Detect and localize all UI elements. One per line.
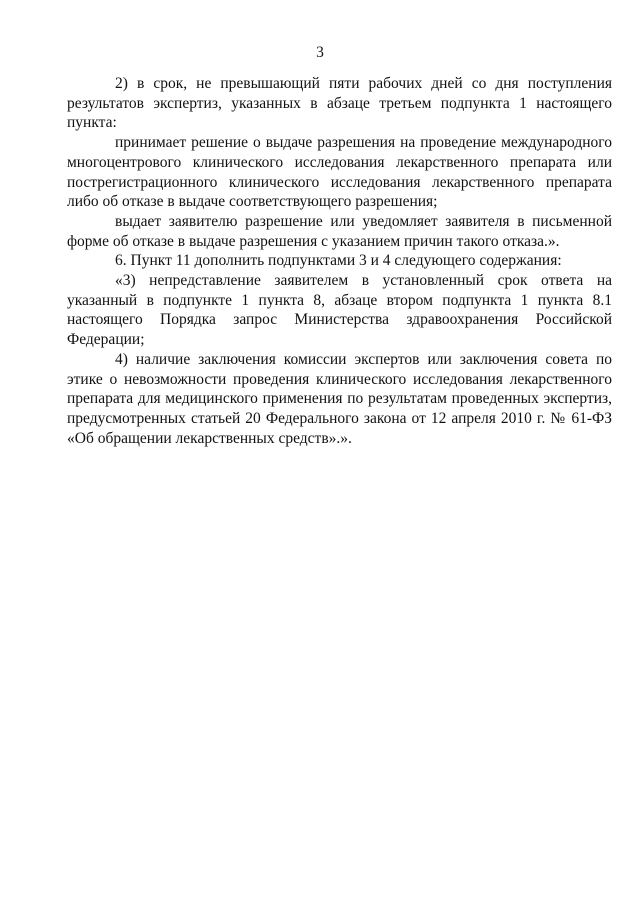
paragraph-subitem-4: 4) наличие заключения комиссии экспертов или заключения совета по этике о невозможности проведения клинического исследования лекарственного препарата для медицинского применения по результатам проведенных экспертиз, предусмотренных статьей 20 Федерального закона от 12 апреля 2010 г. № 61-ФЗ «Об обращении лекарственных средств».». xyxy=(67,350,612,447)
document-body xyxy=(67,74,612,448)
paragraph-subitem-3: «3) непредставление заявителем в установленный срок ответа на указанный в подпункте 1 пункта 8, абзаце втором подпункта 1 пункта 8.1 настоящего Порядка запрос Министерства здравоохранения Российской Федерации; xyxy=(67,272,612,349)
paragraph-decision: принимает решение о выдаче разрешения на проведение международного многоцентрового клинического исследования лекарственного препарата или пострегистрационного клинического исследования лекарственного препарата либо об отказе в выдаче соответствующего разрешения; xyxy=(67,134,612,211)
paragraph-point-6: 6. Пункт 11 дополнить подпунктами 3 и 4 следующего содержания: xyxy=(115,252,562,270)
paragraph-issue-permit: выдает заявителю разрешение или уведомляет заявителя в письменной форме об отказе в выдаче разрешения с указанием причин такого отказа.». xyxy=(67,212,612,250)
page-number: 3 xyxy=(316,44,324,61)
paragraph-subitem-2: 2) в срок, не превышающий пяти рабочих дней со дня поступления результатов экспертиз, указанных в абзаце третьем подпункта 1 настоящего пункта: xyxy=(67,75,612,132)
